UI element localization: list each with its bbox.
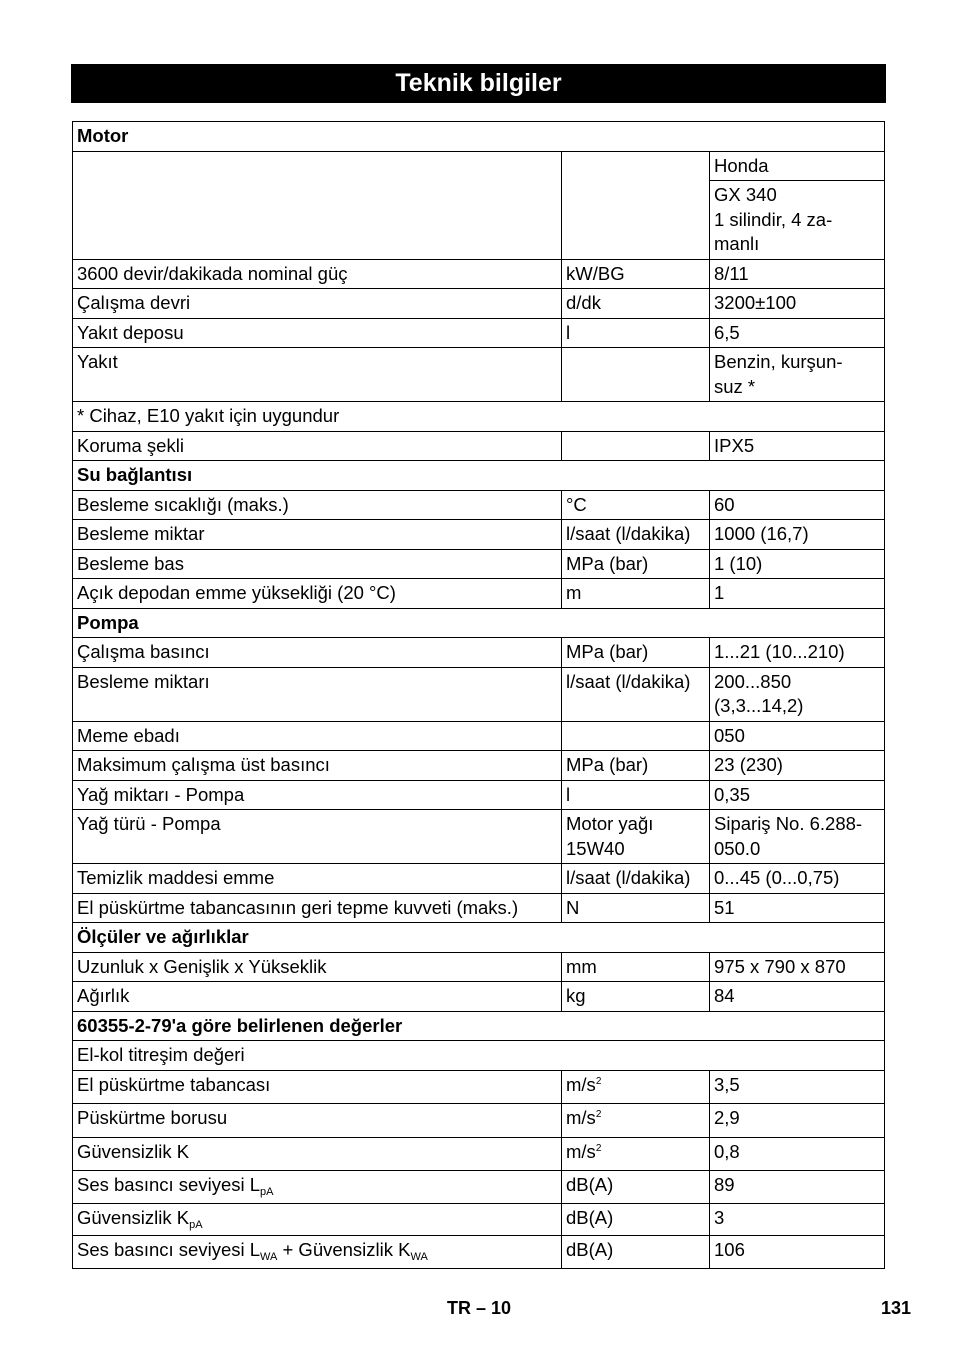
table-row [73,289,885,319]
unit-cell: dB(A) [562,1203,710,1236]
label-text: Ses basıncı seviyesi L [77,1239,261,1260]
unit-cell: mm [562,952,710,982]
footer-language-code: TR – 10 [447,1298,512,1318]
table-row [73,667,885,721]
unit-superscript: 2 [595,1109,602,1120]
unit-cell [562,721,710,751]
unit-cell [562,151,710,259]
value-cell: 8/11 [710,259,885,289]
table-row [73,1070,885,1104]
unit-cell [562,1104,710,1138]
table-row [73,318,885,348]
label-cell: El püskürtme tabancasının geri tepme kuvveti (maks.) [73,893,562,923]
unit-cell: l [562,780,710,810]
unit-cell: l/saat (l/dakika) [562,864,710,894]
unit-line: 15W40 [566,837,625,859]
label-text: Güvensizlik K [77,1206,190,1228]
unit-cell: d/dk [562,289,710,319]
value-cell: 0,35 [710,780,885,810]
label-cell: Püskürtme borusu [73,1104,562,1138]
value-cell [710,667,885,721]
section-row-values [73,1011,885,1041]
label-cell: Maksimum çalışma üst basıncı [73,751,562,781]
label-cell: Çalışma basıncı [73,638,562,668]
label-cell: Besleme sıcaklığı (maks.) [73,490,562,520]
table-row [73,952,885,982]
unit-cell: l/saat (l/dakika) [562,667,710,721]
section-heading: Su bağlantısı [73,461,885,491]
value-cell: 050 [710,721,885,751]
table-row [73,1236,885,1269]
section-heading: Pompa [73,608,885,638]
table-row [73,638,885,668]
value-line: 1 silindir, 4 za- [714,208,833,230]
unit-cell: dB(A) [562,1171,710,1204]
value-cell: 106 [710,1236,885,1269]
label-cell: Meme ebadı [73,721,562,751]
table-row [73,151,885,181]
subheading-cell: El-kol titreşim değeri [73,1041,885,1071]
page-title: Teknik bilgiler [71,64,886,103]
label-cell [73,1171,562,1204]
unit-cell: dB(A) [562,1236,710,1269]
unit-cell: kW/BG [562,259,710,289]
value-cell: 1 [710,579,885,609]
section-heading: Ölçüler ve ağırlıklar [73,923,885,953]
label-cell: Besleme bas [73,549,562,579]
label-subscript: pA [189,1218,203,1231]
value-cell: 51 [710,893,885,923]
table-row [73,549,885,579]
value-cell: 89 [710,1171,885,1204]
label-text: + Güvensizlik K [277,1239,411,1260]
value-cell [710,810,885,864]
table-row [73,490,885,520]
section-row-motor [73,122,885,152]
label-cell: Uzunluk x Genişlik x Yükseklik [73,952,562,982]
label-cell: Besleme miktarı [73,667,562,721]
value-cell: 2,9 [710,1104,885,1138]
value-line: suz * [714,375,756,397]
table-row [73,1041,885,1071]
table-row [73,751,885,781]
footnote-cell: * Cihaz, E10 yakıt için uygundur [73,402,885,432]
label-cell: Besleme miktar [73,520,562,550]
label-cell: Koruma şekli [73,431,562,461]
unit-superscript: 2 [595,1075,602,1087]
page-number: 131 [880,1298,911,1318]
section-row-pump [73,608,885,638]
value-cell: 84 [710,982,885,1012]
label-cell: Açık depodan emme yüksekliği (20 °C) [73,579,562,609]
value-line: Benzin, kurşun- [714,351,843,372]
value-cell: 1 (10) [710,549,885,579]
unit-cell [562,1137,710,1171]
value-cell: 1000 (16,7) [710,520,885,550]
value-line: GX 340 [714,184,777,205]
table-row [73,982,885,1012]
table-row [73,348,885,402]
unit-cell: MPa (bar) [562,638,710,668]
unit-cell [562,1070,710,1104]
value-cell: 975 x 790 x 870 [710,952,885,982]
label-text: Ses basıncı seviyesi L [77,1174,261,1195]
label-cell: Güvensizlik K [73,1137,562,1171]
value-cell: 0...45 (0...0,75) [710,864,885,894]
table-row [73,721,885,751]
value-cell: 3 [710,1203,885,1236]
label-cell: Yakıt deposu [73,318,562,348]
unit-cell [562,431,710,461]
table-row [73,810,885,864]
table-row [73,402,885,432]
label-cell: Yakıt [73,348,562,402]
table-row [73,1171,885,1204]
value-cell: 3,5 [710,1070,885,1104]
table-row [73,579,885,609]
value-cell: IPX5 [710,431,885,461]
table-row [73,893,885,923]
unit-text: m/s [566,1073,596,1095]
unit-cell: l [562,318,710,348]
label-subscript: WA [410,1251,428,1263]
label-cell [73,1236,562,1269]
label-cell: Ağırlık [73,982,562,1012]
label-cell: 3600 devir/dakikada nominal güç [73,259,562,289]
value-line: Sipariş No. 6.288- [714,813,863,834]
unit-superscript: 2 [595,1142,602,1154]
section-heading: Motor [73,122,885,152]
unit-cell: MPa (bar) [562,751,710,781]
section-row-dimensions [73,923,885,953]
table-row [73,780,885,810]
unit-text: m/s [566,1107,596,1128]
value-cell: 3200±100 [710,289,885,319]
value-line: (3,3...14,2) [714,695,804,716]
unit-cell: m [562,579,710,609]
label-cell: Yağ miktarı - Pompa [73,780,562,810]
section-row-water [73,461,885,491]
unit-text: m/s [566,1140,596,1162]
label-cell: El püskürtme tabancası [73,1070,562,1104]
table-row [73,1203,885,1236]
value-cell: 0,8 [710,1137,885,1171]
unit-cell [562,348,710,402]
value-cell: 1...21 (10...210) [710,638,885,668]
table-row [73,520,885,550]
label-cell [73,1203,562,1236]
value-line: 200...850 [714,670,792,692]
unit-cell [562,810,710,864]
table-row [73,1104,885,1138]
table-row [73,259,885,289]
unit-cell: l/saat (l/dakika) [562,520,710,550]
label-cell: Temizlik maddesi emme [73,864,562,894]
value-line: 050.0 [714,837,761,859]
value-cell [710,348,885,402]
unit-cell: MPa (bar) [562,549,710,579]
label-subscript: pA [260,1186,274,1198]
unit-cell: N [562,893,710,923]
table-row [73,1137,885,1171]
value-cell: 23 (230) [710,751,885,781]
unit-cell: kg [562,982,710,1012]
table-row [73,864,885,894]
label-cell: Çalışma devri [73,289,562,319]
value-cell [710,181,885,260]
label-cell [73,151,562,259]
section-heading: 60355-2-79'a göre belirlenen değerler [73,1011,885,1041]
table-row [73,431,885,461]
value-cell: 60 [710,490,885,520]
value-cell: Honda [710,151,885,181]
label-cell: Yağ türü - Pompa [73,810,562,864]
value-line: manlı [714,233,760,254]
value-cell: 6,5 [710,318,885,348]
technical-data-table [72,121,885,1269]
unit-line: Motor yağı [566,813,654,834]
label-subscript: WA [260,1251,278,1263]
unit-cell: °C [562,490,710,520]
